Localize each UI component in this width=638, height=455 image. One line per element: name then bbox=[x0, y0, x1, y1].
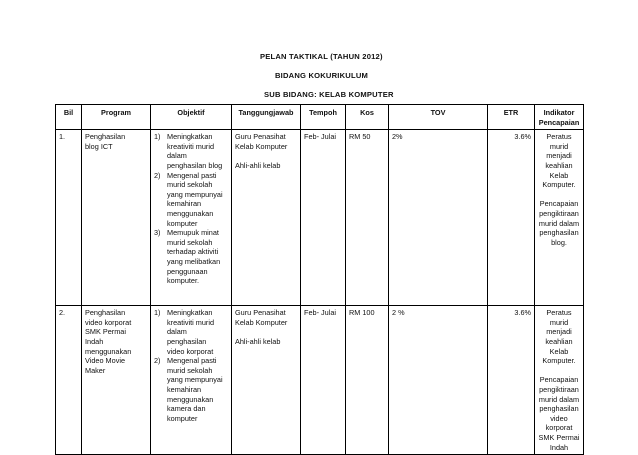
column-header-kos: Kos bbox=[346, 105, 389, 130]
indikator-line: pengiktiraan bbox=[539, 384, 579, 394]
indikator-line: murid dalam bbox=[538, 218, 580, 228]
objective-number: 2) bbox=[154, 356, 161, 366]
spacer bbox=[538, 366, 580, 376]
objective-line: kreativiti murid bbox=[167, 141, 215, 151]
indikator-line: keahlian bbox=[545, 336, 573, 346]
indikator-line: Kelab bbox=[549, 170, 569, 180]
indikator-line: menjadi bbox=[546, 151, 572, 161]
objective-line: dalam bbox=[167, 327, 187, 337]
cell-indikator bbox=[535, 130, 584, 306]
objective-line: dalam bbox=[167, 151, 187, 161]
tanggungjawab-line: Ahli-ahli kelab bbox=[235, 336, 281, 346]
objective-line: yang mempunyai bbox=[167, 375, 223, 385]
tanggungjawab-line: Kelab Komputer bbox=[235, 141, 288, 151]
column-header-indikator bbox=[535, 105, 584, 130]
objective-line: komputer. bbox=[167, 276, 200, 286]
cell-bil: 1. bbox=[56, 130, 82, 306]
document-subtitle: BIDANG KOKURIKULUM bbox=[275, 71, 369, 80]
column-header-etr: ETR bbox=[488, 105, 535, 130]
indikator-line: Peratus murid bbox=[546, 132, 572, 151]
objective-line: penghasilan bbox=[167, 336, 207, 346]
indikator-line: menjadi bbox=[546, 327, 572, 337]
objective-line: menggunakan bbox=[167, 208, 214, 218]
column-header-tov: TOV bbox=[389, 105, 488, 130]
cell-tov: 2% bbox=[389, 130, 488, 306]
objective-line: Meningkatkan bbox=[167, 132, 213, 142]
objective-line: penggunaan bbox=[167, 266, 208, 276]
indikator-line: Komputer. bbox=[542, 180, 576, 190]
program-line: Video Movie bbox=[85, 356, 126, 366]
cell-objektif bbox=[151, 306, 232, 455]
objective-text bbox=[167, 132, 222, 170]
objective-line: menggunakan bbox=[167, 394, 214, 404]
objective-line: komputer bbox=[167, 218, 198, 228]
cell-tov: 2 % bbox=[389, 306, 488, 455]
indikator-line: video korporat bbox=[545, 413, 573, 433]
indikator-line: keahlian bbox=[545, 160, 573, 170]
objective-line: Memupuk minat bbox=[167, 228, 219, 238]
tanggungjawab-line: Guru Penasihat bbox=[235, 132, 286, 142]
column-header-tempoh: Tempoh bbox=[301, 105, 346, 130]
indikator-line: SMK Permai bbox=[538, 432, 580, 442]
column-header-program: Program bbox=[82, 105, 151, 130]
program-line: Indah bbox=[85, 336, 104, 346]
objective-line: Mengenal pasti bbox=[167, 170, 217, 180]
column-header-objektif: Objektif bbox=[151, 105, 232, 130]
tanggungjawab-line: Ahli-ahli kelab bbox=[235, 160, 281, 170]
objective-text bbox=[167, 356, 223, 423]
cell-tanggungjawab bbox=[232, 130, 301, 306]
tanggungjawab-line: Guru Penasihat bbox=[235, 308, 286, 318]
indikator-line: pengiktiraan bbox=[539, 208, 579, 218]
indikator-line: Indah bbox=[549, 442, 569, 452]
objective-line: kemahiran bbox=[167, 384, 202, 394]
cell-etr: 3.6% bbox=[488, 306, 535, 455]
objective-line: yang mempunyai bbox=[167, 189, 223, 199]
objective-line: murid sekolah bbox=[167, 365, 213, 375]
indikator-line: blog. bbox=[551, 237, 567, 247]
document-subheading: SUB BIDANG: KELAB KOMPUTER bbox=[264, 90, 394, 99]
objective-line: Meningkatkan bbox=[167, 308, 213, 318]
indikator-line: Pencapaian bbox=[539, 375, 579, 385]
objective-line: kemahiran bbox=[167, 199, 202, 209]
objective-text bbox=[167, 171, 223, 229]
objective-line: murid sekolah bbox=[167, 237, 213, 247]
cell-bil: 2. bbox=[56, 306, 82, 455]
program-line: video korporat bbox=[85, 317, 132, 327]
objective-number: 3) bbox=[154, 228, 161, 238]
objective-line: Mengenal pasti bbox=[167, 356, 217, 366]
objective-line: komputer bbox=[167, 413, 198, 423]
objective-line: penghasilan blog bbox=[167, 160, 223, 170]
program-line: menggunakan bbox=[85, 346, 132, 356]
objective-item bbox=[154, 308, 228, 356]
objective-number: 2) bbox=[154, 170, 161, 180]
objective-number: 1) bbox=[154, 132, 161, 142]
column-header-indikator-line1: Indikator bbox=[543, 108, 575, 117]
cell-etr: 3.6% bbox=[488, 130, 535, 306]
program-line: blog ICT bbox=[85, 141, 113, 151]
objective-line: terhadap aktiviti bbox=[167, 247, 219, 257]
table-header-row bbox=[56, 105, 584, 130]
indikator-line: Peratus murid bbox=[546, 308, 572, 327]
indikator-line: Komputer. bbox=[542, 356, 576, 366]
program-line: Penghasilan bbox=[85, 132, 126, 142]
column-header-indikator-line2: Pencapaian bbox=[538, 117, 580, 127]
objective-line: video korporat bbox=[167, 346, 214, 356]
document-title: PELAN TAKTIKAL (TAHUN 2012) bbox=[260, 52, 383, 61]
objective-line: kamera dan bbox=[167, 404, 206, 414]
tanggungjawab-line: Kelab Komputer bbox=[235, 317, 288, 327]
objective-line: murid sekolah bbox=[167, 180, 213, 190]
program-line: Penghasilan bbox=[85, 308, 126, 318]
cell-program bbox=[82, 306, 151, 455]
spacer bbox=[235, 327, 297, 337]
spacer bbox=[538, 190, 580, 200]
program-line: SMK Permai bbox=[85, 327, 126, 337]
column-header-tanggungjawab: Tanggungjawab bbox=[232, 105, 301, 130]
objective-line: yang melibatkan bbox=[167, 256, 221, 266]
objective-line: kreativiti murid bbox=[167, 317, 215, 327]
table-row bbox=[56, 130, 584, 306]
cell-tempoh: Feb- Julai bbox=[301, 130, 346, 306]
indikator-line: Pencapaian bbox=[539, 199, 579, 209]
table-row bbox=[56, 306, 584, 455]
objective-number: 1) bbox=[154, 308, 161, 318]
cell-tempoh: Feb- Julai bbox=[301, 306, 346, 455]
indikator-line: murid dalam bbox=[538, 394, 580, 404]
indikator-line: penghasilan bbox=[539, 404, 579, 414]
cell-tanggungjawab bbox=[232, 306, 301, 455]
objective-text bbox=[167, 228, 220, 286]
indikator-line: Kelab bbox=[549, 346, 569, 356]
objective-item bbox=[154, 171, 228, 229]
column-header-bil: Bil bbox=[56, 105, 82, 130]
objective-item bbox=[154, 132, 228, 170]
tactical-plan-table bbox=[55, 104, 584, 455]
cell-objektif bbox=[151, 130, 232, 306]
cell-kos: RM 100 bbox=[346, 306, 389, 455]
cell-program bbox=[82, 130, 151, 306]
objective-item bbox=[154, 356, 228, 423]
objective-item bbox=[154, 228, 228, 286]
program-line: Maker bbox=[85, 365, 106, 375]
spacer bbox=[235, 151, 297, 161]
indikator-line: penghasilan bbox=[539, 228, 579, 238]
cell-kos: RM 50 bbox=[346, 130, 389, 306]
cell-indikator bbox=[535, 306, 584, 455]
objective-text bbox=[167, 308, 214, 356]
